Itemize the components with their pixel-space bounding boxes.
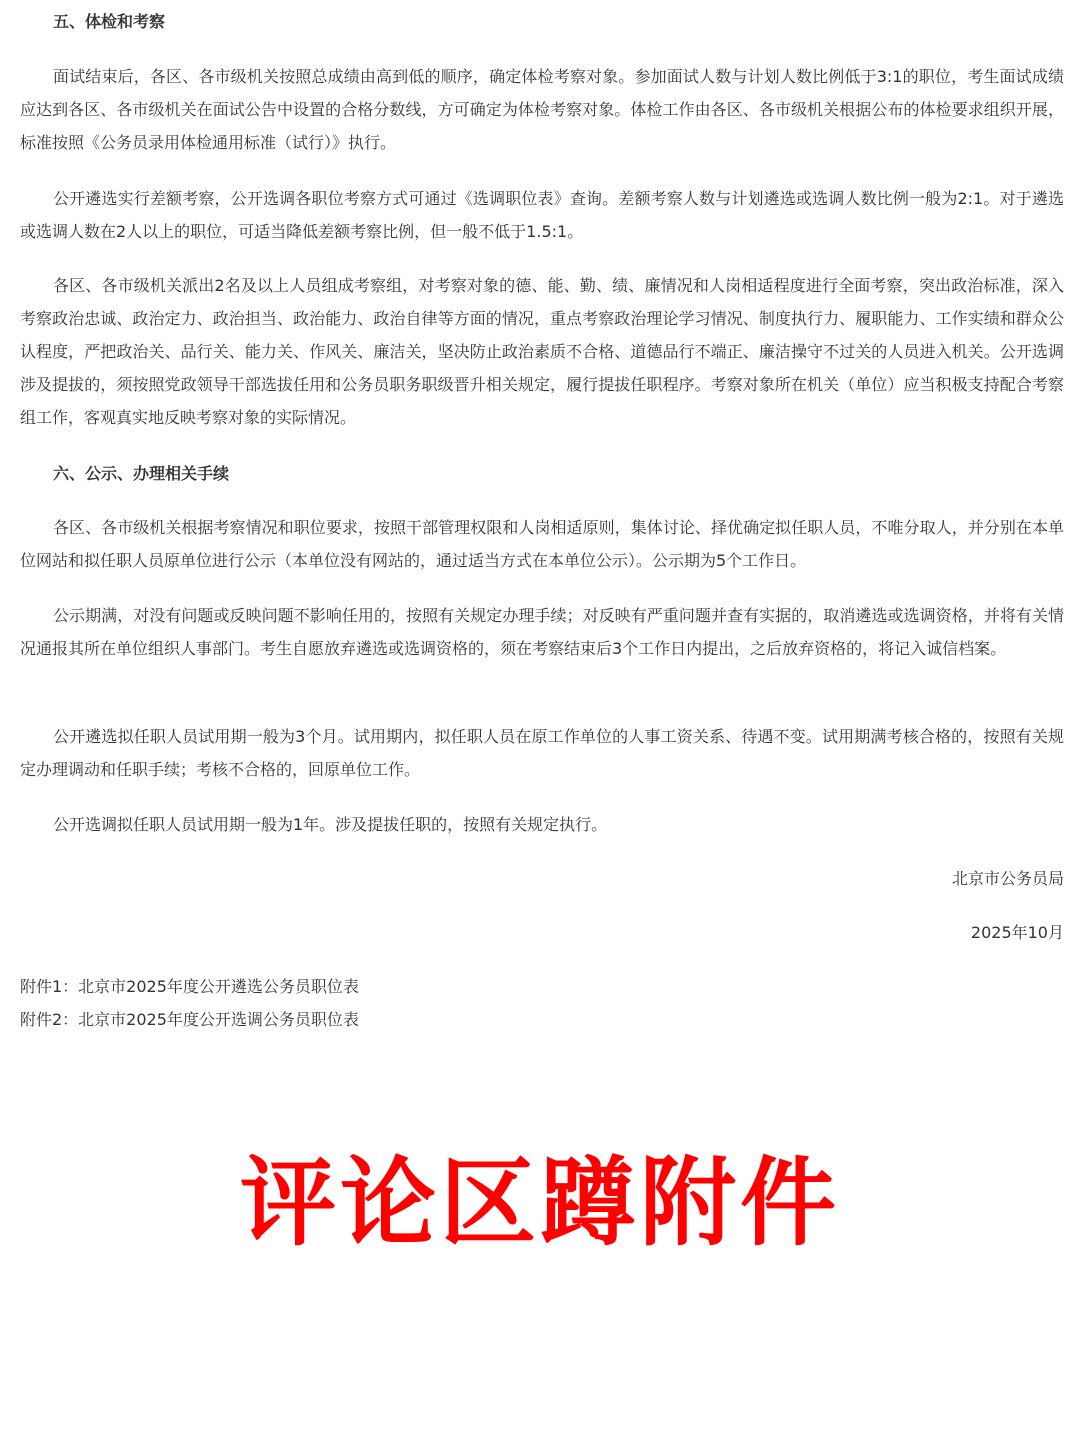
section-5-paragraph-1: 面试结束后，各区、各市级机关按照总成绩由高到低的顺序，确定体检考察对象。参加面试人数与计划人数比例低于3:1的职位，考生面试成绩应达到各区、各市级机关在面试公告中设置的合格分数线，方可确定为体检考察对象。体检工作由各区、各市级机关根据公布的体检要求组织开展，标准按照《公务员录用体检通用标准（试行）》执行。 (20, 67, 1064, 152)
section-5-heading: 五、体检和考察 (53, 12, 166, 31)
section-6-paragraph-3: 公开遴选拟任职人员试用期一般为3个月。试用期内，拟任职人员在原工作单位的人事工资关系、待遇不变。试用期满考核合格的，按照有关规定办理调动和任职手续；考核不合格的，回原单位工作。 (20, 727, 1064, 779)
section-6-heading: 六、公示、办理相关手续 (53, 464, 230, 483)
section-6-paragraph-2: 公示期满，对没有问题或反映问题不影响任用的，按照有关规定办理手续；对反映有严重问题并查有实据的，取消遴选或选调资格，并将有关情况通报其所在单位组织人事部门。考生自愿放弃遴选或选调资格的，须在考察结束后3个工作日内提出，之后放弃资格的，将记入诚信档案。 (20, 606, 1064, 658)
comment-area-banner: 评论区蹲附件 (240, 1147, 840, 1259)
section-6-paragraph-4: 公开选调拟任职人员试用期一般为1年。涉及提拔任职的，按照有关规定执行。 (53, 815, 608, 834)
section-5-paragraph-3: 各区、各市级机关派出2名及以上人员组成考察组，对考察对象的德、能、勤、绩、廉情况和人岗相适程度进行全面考察，突出政治标准，深入考察政治忠诚、政治定力、政治担当、政治能力、政治自律等方面的情况，重点考察政治理论学习情况、制度执行力、履职能力、工作实绩和群众公认程度，严把政治关、品行关、能力关、作风关、廉洁关，坚决防止政治素质不合格、道德品行不端正、廉洁操守不过关的人员进入机关。公开选调涉及提拔的，须按照党政领导干部选拔任用和公务员职务职级晋升相关规定，履行提拔任职程序。考察对象所在机关（单位）应当积极支持配合考察组工作，客观真实地反映考察对象的实际情况。 (20, 276, 1064, 427)
section-5-paragraph-2: 公开遴选实行差额考察，公开选调各职位考察方式可通过《选调职位表》查询。差额考察人数与计划遴选或选调人数比例一般为2:1。对于遴选或选调人数在2人以上的职位，可适当降低差额考察比例，但一般不低于1.5:1。 (20, 189, 1064, 241)
signature-date: 2025年10月 (970, 923, 1064, 942)
signature-org: 北京市公务员局 (951, 869, 1064, 888)
attachment-link-1[interactable]: 附件1：北京市2025年度公开遴选公务员职位表 (20, 977, 359, 996)
attachment-link-2[interactable]: 附件2：北京市2025年度公开选调公务员职位表 (20, 1010, 359, 1029)
section-6-paragraph-1: 各区、各市级机关根据考察情况和职位要求，按照干部管理权限和人岗相适原则，集体讨论、择优确定拟任职人员，不唯分取人，并分别在本单位网站和拟任职人员原单位进行公示（本单位没有网站的，通过适当方式在本单位公示）。公示期为5个工作日。 (20, 518, 1064, 570)
